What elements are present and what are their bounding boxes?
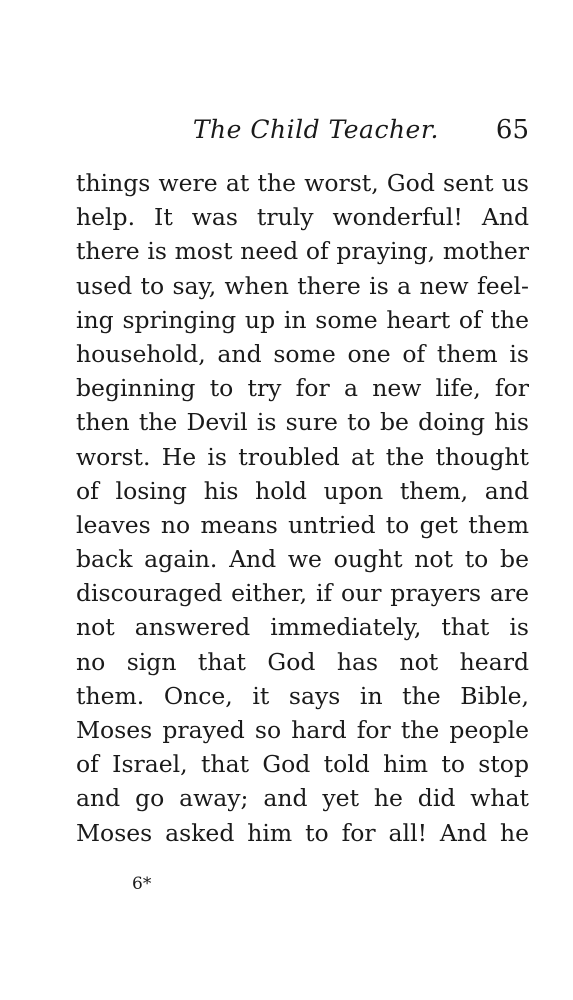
- text-line: things were at the worst, God sent us: [76, 169, 529, 197]
- text-line: Moses asked him to for all! And he: [76, 818, 529, 847]
- text-line: not answered immediately, that is: [76, 613, 529, 642]
- text-line: used to say, when there is a new feel-: [76, 271, 529, 300]
- text-line: household, and some one of them is: [76, 339, 529, 368]
- text-line: worst. He is troubled at the thought: [76, 442, 529, 471]
- text-line: discouraged either, if our prayers are: [76, 579, 529, 608]
- running-title: The Child Teacher.: [192, 115, 439, 144]
- running-head: [76, 112, 529, 148]
- text-line: them. Once, it says in the Bible,: [76, 681, 529, 710]
- text-line: then the Devil is sure to be doing his: [76, 408, 529, 437]
- text-line: and go away; and yet he did what: [76, 784, 529, 813]
- text-line: Moses prayed so hard for the people: [76, 716, 529, 744]
- text-line: help. It was truly wonderful! And: [76, 203, 529, 232]
- text-line: leaves no means untried to get them: [76, 510, 529, 539]
- text-line: ing springing up in some heart of the: [76, 305, 529, 334]
- text-line: no sign that God has not heard: [76, 647, 529, 676]
- text-line: there is most need of praying, mother: [76, 237, 529, 266]
- text-line: beginning to try for a new life, for: [76, 374, 529, 403]
- signature-mark: 6*: [132, 874, 152, 894]
- page-number: 65: [495, 115, 529, 145]
- body-text: [76, 166, 529, 850]
- text-line: of Israel, that God told him to stop: [76, 750, 529, 779]
- text-line: back again. And we ought not to be: [76, 545, 529, 574]
- text-line: of losing his hold upon them, and: [76, 476, 529, 505]
